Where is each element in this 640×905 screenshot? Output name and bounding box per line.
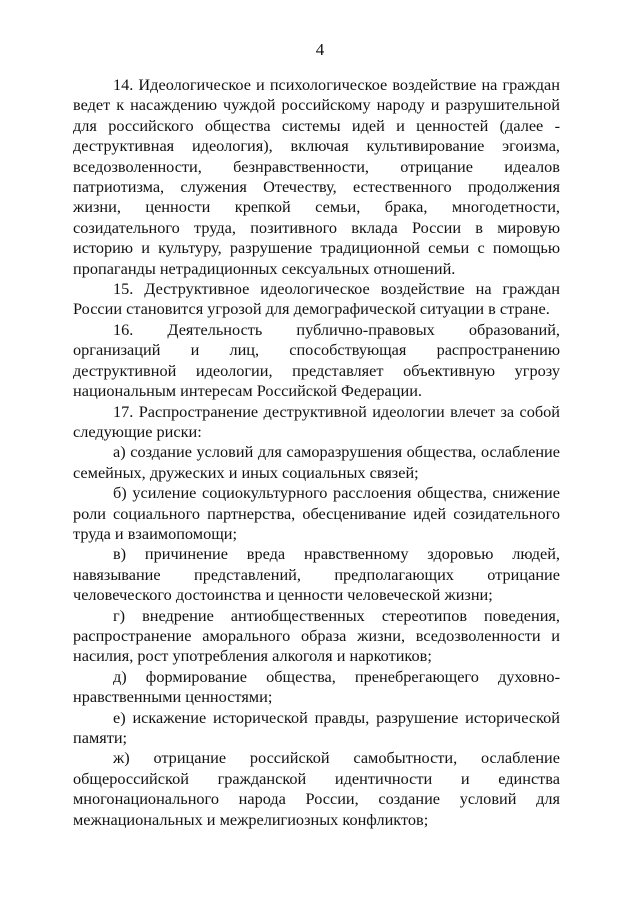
- list-item-v: в) причинение вреда нравственному здоровью людей, навязывание представлений, предполагающих отрицание человеческого достоинства и ценности человеческой жизни;: [73, 544, 560, 605]
- paragraph-14: 14. Идеологическое и психологическое воздействие на граждан ведет к насаждению чуждой российскому народу и разрушительной для российского общества системы идей и ценностей (далее - деструктивная идеология), включая культивирование эгоизма, вседозволенности, безнравственности, отрицание идеалов патриотизма, служения Отечеству, естественного продолжения жизни, ценности крепкой семьи, брака, многодетности, созидательного труда, позитивного вклада России в мировую историю и культуру, разрушение традиционной семьи с помощью пропаганды нетрадиционных сексуальных отношений.: [73, 75, 560, 278]
- paragraph-16: 16. Деятельность публично-правовых образований, организаций и лиц, способствующая распространению деструктивной идеологии, представляет объективную угрозу национальным интересам Российской Федерации.: [73, 319, 560, 401]
- list-item-d: д) формирование общества, пренебрегающего духовно-нравственными ценностями;: [73, 666, 560, 707]
- paragraph-17: 17. Распространение деструктивной идеологии влечет за собой следующие риски:: [73, 401, 560, 441]
- paragraph-15: 15. Деструктивное идеологическое воздействие на граждан России становится угрозой для демографической ситуации в стране.: [73, 279, 560, 319]
- list-item-a: а) создание условий для саморазрушения общества, ослабление семейных, дружеских и иных социальных связей;: [73, 442, 560, 482]
- list-item-zh: ж) отрицание российской самобытности, ослабление общероссийской гражданской идентичности и единства многонационального народа России, создание условий для межнациональных и межрелигиозных конфликтов;: [73, 748, 560, 829]
- list-item-g: г) внедрение антиобщественных стереотипов поведения, распространение аморального образа жизни, вседозволенности и насилия, рост употребления алкоголя и наркотиков;: [73, 605, 560, 666]
- document-body: [73, 75, 560, 830]
- list-item-e: е) искажение исторической правды, разрушение исторической памяти;: [73, 707, 560, 747]
- list-item-b: б) усиление социокультурного расслоения общества, снижение роли социального партнерства, обесценивание идей созидательного труда и взаимопомощи;: [73, 483, 560, 543]
- page-number: 4: [315, 40, 325, 59]
